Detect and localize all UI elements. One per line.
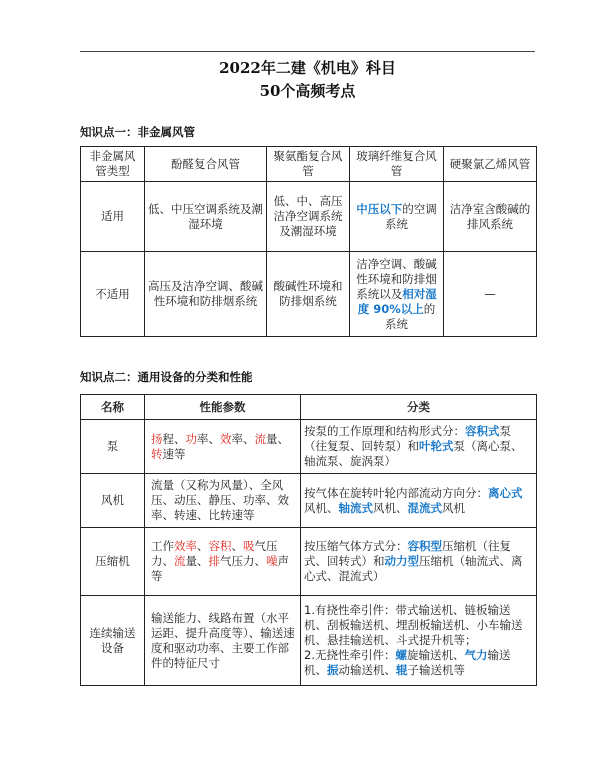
cell-text: 旋输送机、 <box>406 648 465 662</box>
highlight-text: 效率 <box>174 539 197 553</box>
header-pvc: 硬聚氯乙烯风管 <box>444 147 537 182</box>
equip-name-fan: 风机 <box>81 474 145 528</box>
highlight-text: 扬 <box>151 431 163 446</box>
cell-phenolic-suitable: 低、中压空调系统及潮湿环境 <box>145 182 267 252</box>
cell-text: 动输送机、 <box>338 663 396 677</box>
cell-text: 、 <box>231 539 243 553</box>
highlight-text: 气力 <box>464 648 488 662</box>
class-compressor <box>301 528 537 596</box>
equip-name-pump: 泵 <box>81 420 145 474</box>
header-params: 性能参数 <box>145 395 301 420</box>
equip-name-conveyor: 连续输送设备 <box>81 596 145 686</box>
params-compressor <box>145 528 301 596</box>
cell-text: 泵（往复泵、回转泵）和 <box>304 424 511 453</box>
cell-polyurethane-unsuitable: 酸碱性环境和防排烟系统 <box>267 252 350 337</box>
list-item <box>304 648 533 678</box>
cell-text: 压缩机（往复式、回转式）和 <box>304 539 511 568</box>
section2-heading: 知识点二：通用设备的分类和性能 <box>80 370 253 384</box>
highlight-text: 功 <box>185 431 197 446</box>
class-pump <box>301 420 537 474</box>
cell-text: 程、 <box>162 431 186 446</box>
highlight-text: 辊 <box>396 663 408 677</box>
cell-text: 洁净空调、酸碱性环境和防排烟系统以及 <box>356 256 437 301</box>
highlight-text: 排 <box>208 554 220 568</box>
cell-text: 的系统 <box>385 301 436 331</box>
cell-glassfiber-unsuitable <box>350 252 444 337</box>
cell-polyurethane-suitable: 低、中、高压洁净空调系统及潮湿环境 <box>267 182 350 252</box>
cell-text: 率、 <box>231 431 255 446</box>
row-label-suitable: 适用 <box>81 182 145 252</box>
table-header-row <box>81 395 537 420</box>
cell-text: 量、 <box>185 554 209 568</box>
highlight-text: 振 <box>327 663 339 677</box>
nonmetal-duct-table <box>80 146 537 337</box>
cell-text: 气压力、 <box>151 539 278 568</box>
cell-text: 速等 <box>162 446 186 461</box>
document-subtitle: 50个高频考点 <box>259 82 356 100</box>
highlight-text: 动力型 <box>384 554 419 568</box>
list-item: 1.有挠性牵引件：带式输送机、链板输送机、刮板输送机、埋刮板输送机、小车输送机、悬挂输送机、斗式提升机等； <box>304 603 523 647</box>
highlight-text: 螺 <box>395 648 407 662</box>
header-name: 名称 <box>81 395 145 420</box>
cell-text: 量、 <box>266 431 289 446</box>
highlight-text: 流 <box>174 554 186 568</box>
params-pump <box>145 420 301 474</box>
cell-text: 按泵的工作原理和结构形式分： <box>304 424 465 438</box>
cell-text: 声等 <box>151 554 289 583</box>
highlight-text: 容积型 <box>407 539 442 553</box>
table-row <box>81 528 537 596</box>
table-row <box>81 474 537 528</box>
cell-text: 泵（离心泵、轴流泵、旋涡泵） <box>304 439 523 468</box>
highlight-text: 叶轮式 <box>419 439 454 453</box>
header-glassfiber: 玻璃纤维复合风管 <box>350 147 444 182</box>
table-row <box>81 182 537 252</box>
cell-text: 的空调系统 <box>385 201 437 231</box>
cell-text: 按压缩气体方式分： <box>304 539 408 553</box>
class-conveyor <box>301 596 537 686</box>
table-row <box>81 420 537 474</box>
header-class: 分类 <box>301 395 537 420</box>
cell-pvc-suitable: 洁净室含酸碱的排风系统 <box>444 182 537 252</box>
highlight-text: 容积 <box>208 539 232 553</box>
highlight-text: 相对湿度 90%以上 <box>357 286 437 316</box>
highlight-text: 离心式 <box>488 485 523 500</box>
cell-text: 2.无挠性牵引件： <box>304 648 396 662</box>
highlight-text: 转 <box>151 446 163 461</box>
equip-name-compressor: 压缩机 <box>81 528 145 596</box>
header-phenolic: 酚醛复合风管 <box>145 147 267 182</box>
header-duct-type: 非金属风管类型 <box>81 147 145 182</box>
highlight-text: 轴流式 <box>338 500 373 515</box>
cell-pvc-unsuitable: — <box>444 252 537 337</box>
highlight-text: 效 <box>220 431 232 446</box>
cell-text: 风机 <box>442 500 465 515</box>
highlight-text: 吸 <box>243 539 255 553</box>
highlight-text: 混流式 <box>407 500 442 515</box>
cell-text: 风机、 <box>304 500 339 515</box>
cell-text: 气压力、 <box>220 554 266 568</box>
highlight-text: 噪 <box>266 554 278 568</box>
cell-text: 输送机、 <box>304 648 511 677</box>
cell-text: 压缩机（轴流式、离心式、混流式） <box>304 554 523 583</box>
table-row <box>81 252 537 337</box>
section1-heading: 知识点一：非金属风管 <box>80 125 195 139</box>
cell-text: 风机、 <box>373 500 408 515</box>
highlight-text: 容积式 <box>465 424 500 438</box>
table-header-row <box>81 147 537 182</box>
params-conveyor: 输送能力、线路布置（水平运距、提升高度等）、输送速度和驱动功率、主要工作部件的特征尺寸 <box>145 596 301 686</box>
highlight-text: 流 <box>254 431 266 446</box>
header-rule <box>80 51 535 52</box>
cell-phenolic-unsuitable: 高压及洁净空调、酸碱性环境和防排烟系统 <box>145 252 267 337</box>
equipment-table <box>80 394 537 686</box>
class-fan <box>301 474 537 528</box>
row-label-unsuitable: 不适用 <box>81 252 145 337</box>
cell-text: 工作 <box>151 539 174 553</box>
table-row <box>81 596 537 686</box>
cell-text: 按气体在旋转叶轮内部流动方向分： <box>304 485 488 500</box>
document-title: 2022年二建《机电》科目 <box>219 59 396 77</box>
header-polyurethane: 聚氨酯复合风管 <box>267 147 350 182</box>
cell-text: 率、 <box>197 431 220 446</box>
cell-text: 、 <box>197 539 209 553</box>
params-fan: 流量（又称为风量）、全风压、动压、静压、功率、效率、转速、比转速等 <box>145 474 301 528</box>
cell-glassfiber-suitable <box>350 182 444 252</box>
cell-text: 子输送机等 <box>407 663 465 677</box>
highlight-text: 中压以下 <box>356 201 403 216</box>
